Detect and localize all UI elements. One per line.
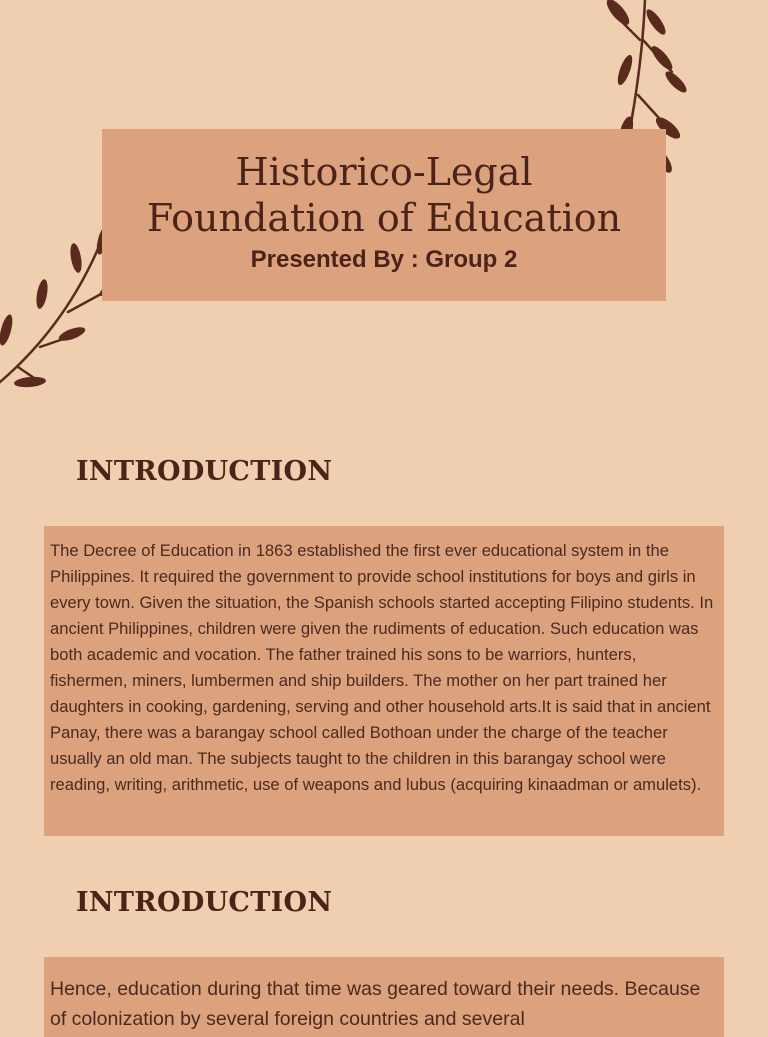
title-line-1: Historico-Legal	[235, 150, 533, 194]
section-heading-introduction-2: INTRODUCTION	[76, 887, 333, 918]
title-line-2: Foundation of Education	[146, 196, 622, 240]
intro-paragraph-2: Hence, education during that time was geared toward their needs. Because of colonization by several foreign countries and several	[50, 978, 701, 1030]
page-title	[102, 149, 666, 241]
intro-paragraph: The Decree of Education in 1863 established the first ever educational system in the Philippines. It required the government to provide school institutions for boys and girls in every town. Given the situation, the Spanish schools started accepting Filipino students. In ancient Philippines, children were given the rudiments of education. Such education was both academic and vocation. The father trained his sons to be warriors, hunters, fishermen, miners, lumbermen and ship builders. The mother on her part trained her daughters in cooking, gardening, serving and other household arts.It is said that in ancient Panay, there was a barangay school called Bothoan under the charge of the teacher usually an old man. The subjects taught to the children in this barangay school were reading, writing, arithmetic, use of weapons and lubus (acquiring kinaadman or amulets).	[50, 541, 714, 794]
intro-text-box-2	[44, 957, 724, 1037]
subtitle-presenter: Presented By : Group 2	[250, 246, 518, 273]
section-heading-introduction: INTRODUCTION	[76, 456, 333, 487]
title-card	[102, 129, 666, 301]
intro-text-box	[44, 526, 724, 836]
